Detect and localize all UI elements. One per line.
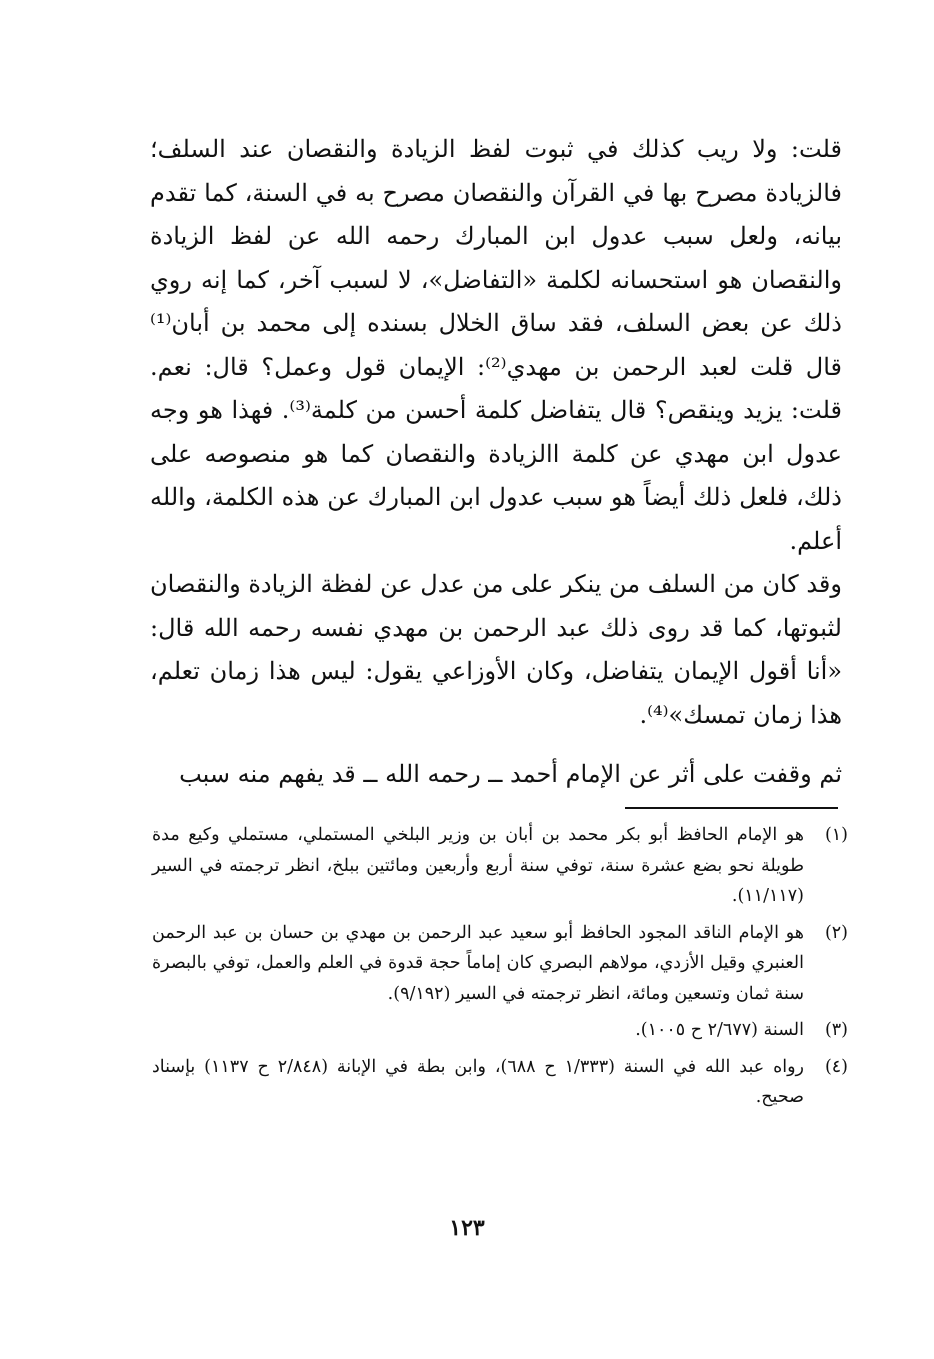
- paragraph-1: قلت: ولا ريب كذلك في ثبوت لفظ الزيادة والنقصان عند السلف؛ فالزيادة مصرح بها في القرآن والنقصان مصرح به في السنة، كما تقدم بيانه، ولعل سبب عدول ابن المبارك رحمه الله عن لفظ الزيادة والنقصان هو استحسانه لكلمة «التفاضل»، لا لسبب آخر، كما إنه روي ذلك عن بعض السلف، فقد ساق الخلال بسنده إلى محمد بن أبان⁽¹⁾ قال قلت لعبد الرحمن بن مهدي⁽²⁾: الإيمان قول وعمل؟ قال: نعم. قلت: يزيد وينقص؟ قال يتفاضل كلمة أحسن من كلمة⁽³⁾. فهذا هو وجه عدول ابن مهدي عن كلمة االزيادة والنقصان كما هو منصوصه على ذلك، فلعل ذلك أيضاً هو سبب عدول ابن المبارك عن هذه الكلمة، والله أعلم.: [150, 135, 842, 555]
- footnote-marker: (٤): [824, 1056, 848, 1077]
- footnote-marker: (٢): [824, 922, 848, 943]
- footnote-marker: (٣): [824, 1020, 848, 1040]
- footnote-text: رواه عبد الله في السنة (١/٣٣٣ ح ٦٨٨)، وابن بطة في الإبانة (٢/٨٤٨ ح ١١٣٧) بإسناد صحيح.: [152, 1056, 805, 1107]
- main-text-block: [150, 128, 842, 797]
- paragraph-2: وقد كان من السلف من ينكر على من عدل عن لفظة الزيادة والنقصان لثبوتها، كما قد روى ذلك عبد الرحمن بن مهدي نفسه رحمه الله قال: «أنا أقول الإيمان يتفاضل، وكان الأوزاعي يقول: ليس هذا زمان تعلم، هذا زمان تمسك»⁽⁴⁾.: [150, 570, 842, 729]
- footnote-text: هو الإمام الناقد المجود الحافظ أبو سعيد عبد الرحمن بن مهدي بن حسان بن عبد الرحمن العنبري وقيل الأزدي، مولاهم البصري كان إماماً حجة قدوة في العلم والعمل، توفي بالبصرة سنة ثمان وتسعين ومائة، انظر ترجمته في السير (٩/١٩٢).: [152, 922, 804, 1004]
- footnote-2: [152, 918, 848, 1010]
- footnote-1: [152, 820, 848, 912]
- footnotes-section: [152, 820, 848, 1119]
- footnote-marker: (١): [824, 825, 848, 845]
- footnote-4: [152, 1052, 848, 1113]
- paragraph-3: ثم وقفت على أثر عن الإمام أحمد ــ رحمه الله ــ قد يفهم منه سبب: [179, 760, 842, 788]
- footnote-text: هو الإمام الحافظ أبو بكر محمد بن أبان بن وزير البلخي المستملي، مستملي وكيع مدة طويلة نحو بضع عشرة سنة، توفي سنة أربع وأربعين ومائتين ببلخ، انظر ترجمته في السير (١١/١١٧).: [152, 825, 804, 906]
- footnote-3: [152, 1015, 848, 1046]
- footnote-divider: [625, 807, 838, 809]
- page-number: ١٢٣: [449, 1215, 485, 1241]
- footnote-text: السنة (٢/٦٧٧ ح ١٠٠٥).: [635, 1020, 804, 1040]
